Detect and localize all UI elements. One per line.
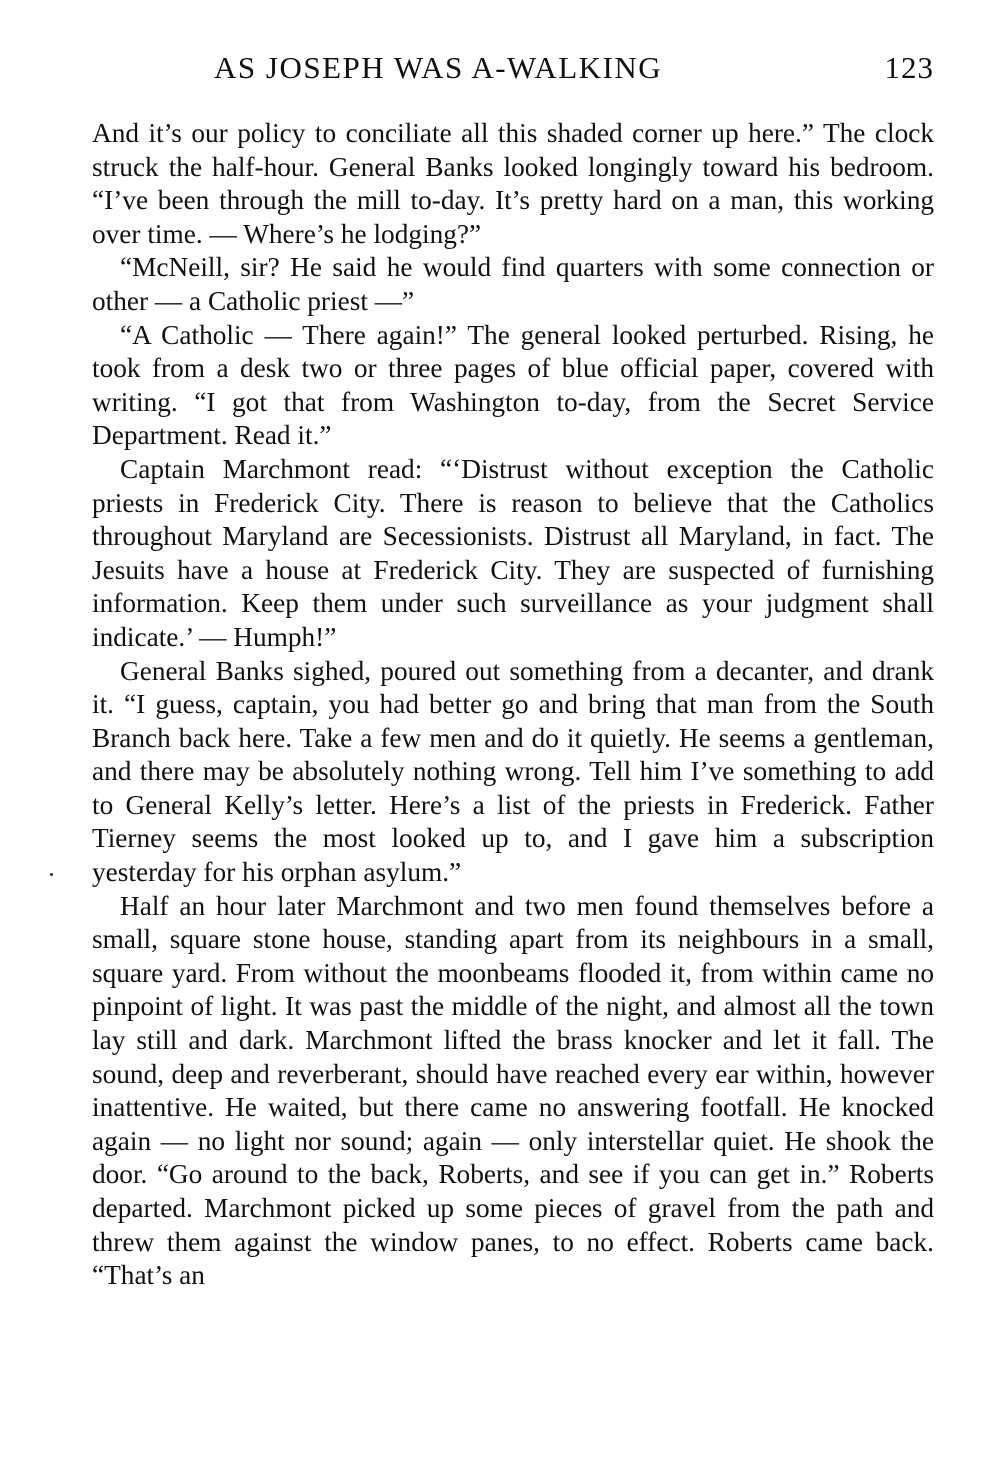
paragraph-4: Captain Marchmont read: “‘Distrust without exception the Catholic priests in Frederick City. There is reason to believe that the Catholics throughout Maryland are Secessionists. Distrust all Maryland, in fact. The Jesuits have a house at Frederick City. They are suspected of furnishing information. Keep them under such surveillance as your judgment shall indicate.’ — Humph!” [92,453,934,652]
paragraph-2: “McNeill, sir? He said he would find quarters with some connection or other — a Catholic priest —” [92,252,934,316]
paragraph-1: And it’s our policy to conciliate all this shaded corner up here.” The clock struck the half-hour. General Banks looked longingly toward his bedroom. “I’ve been through the mill to-day. It’s pretty hard on a man, this working over time. — Where’s he lodging?” [92,118,934,249]
body-text [92,117,934,1293]
paragraph-6: Half an hour later Marchmont and two men found themselves before a small, square stone house, standing apart from its neighbours in a small, square yard. From without the moonbeams flooded it, from within came no pinpoint of light. It was past the middle of the night, and almost all the town lay still and dark. Marchmont lifted the brass knocker and let it fall. The sound, deep and reverberant, should have reached every ear within, however inattentive. He waited, but there came no answering footfall. He knocked again — no light nor sound; again — only interstellar quiet. He shook the door. “Go around to the back, Roberts, and see if you can get in.” Roberts departed. Marchmont picked up some pieces of gravel from the path and threw them against the window panes, to no effect. Roberts came back. “That’s an [92,890,934,1291]
running-title: AS JOSEPH WAS A-WALKING [214,50,663,85]
running-head [92,50,934,94]
margin-speck [50,873,53,876]
paragraph-5: General Banks sighed, poured out something from a decanter, and drank it. “I guess, captain, you had better go and bring that man from the South Branch back here. Take a few men and do it quietly. He seems a gentleman, and there may be absolutely nothing wrong. Tell him I’ve something to add to General Kelly’s letter. Here’s a list of the priests in Frederick. Father Tierney seems the most looked up to, and I gave him a subscription yesterday for his orphan asylum.” [92,655,934,888]
page-number: 123 [884,50,934,85]
paragraph-3: “A Catholic — There again!” The general looked perturbed. Rising, he took from a desk two or three pages of blue official paper, covered with writing. “I got that from Washington to-day, from the Secret Service Department. Read it.” [92,319,934,451]
